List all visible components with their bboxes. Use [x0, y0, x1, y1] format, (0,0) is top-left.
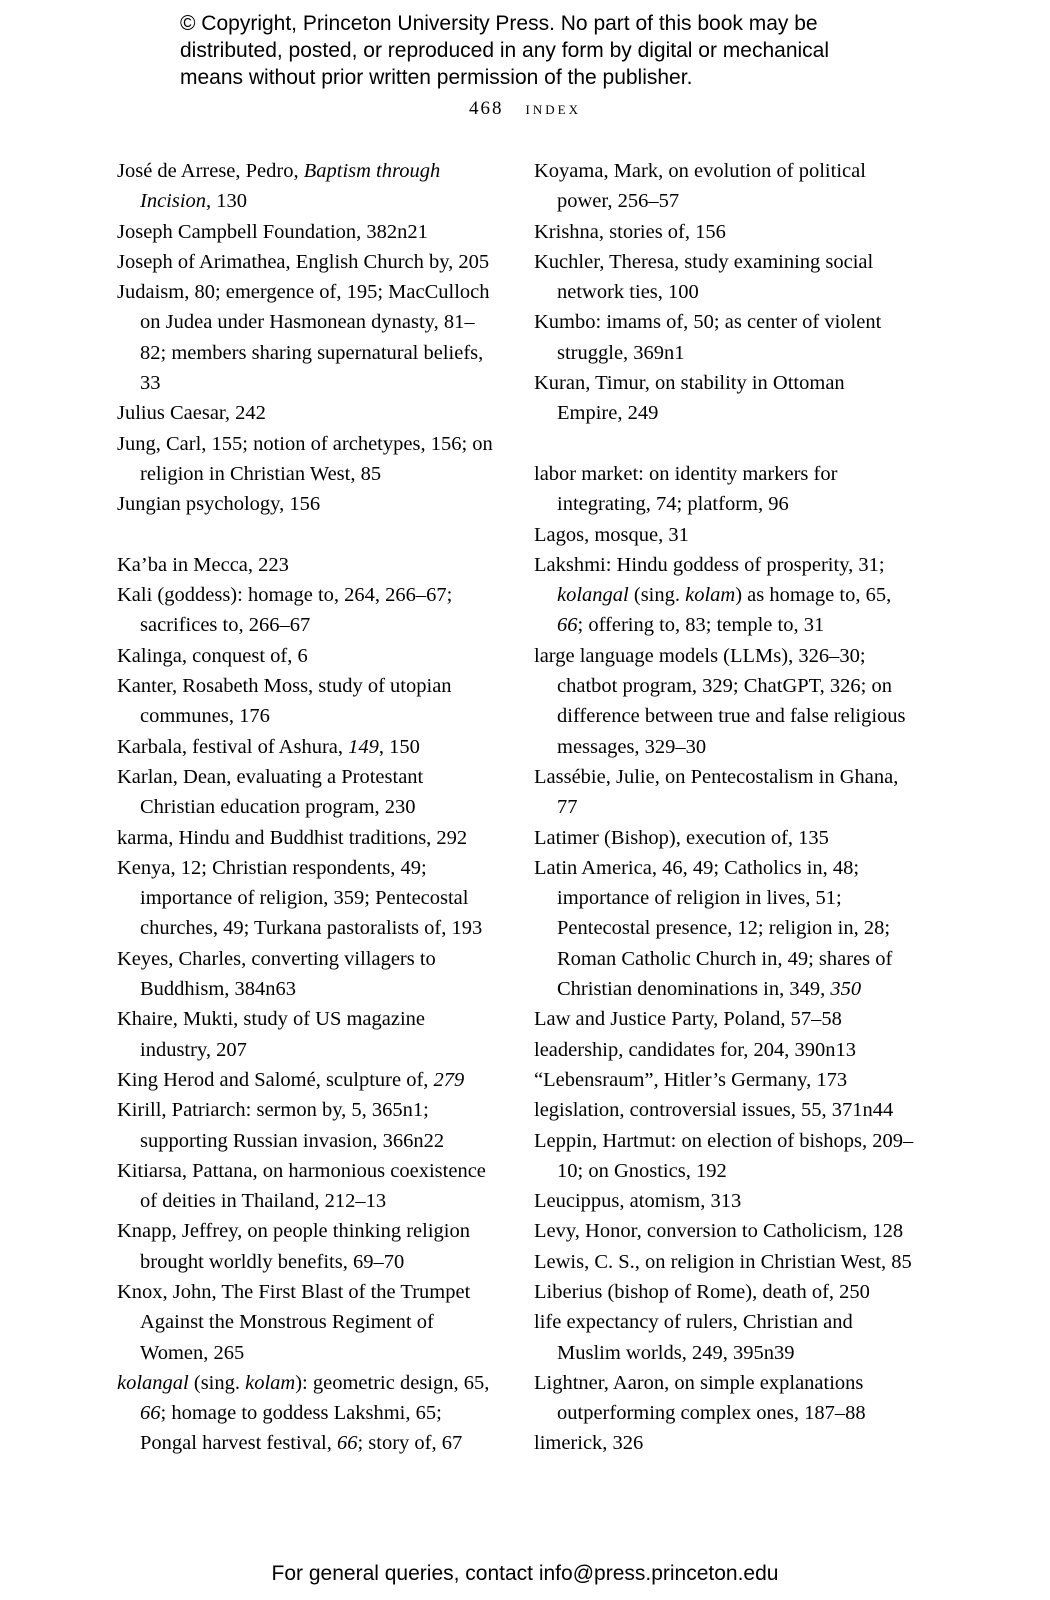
running-header: [0, 98, 1050, 120]
index-entry: Judaism, 80; emergence of, 195; MacCulloch on Judea under Hasmonean dynasty, 81–82; members sharing supernatural beliefs, 33: [117, 281, 490, 395]
index-entry: Kumbo: imams of, 50; as center of violent struggle, 369n1: [534, 311, 882, 364]
index-entry: Latin America, 46, 49; Catholics in, 48; importance of religion in lives, 51; Pentecostal presence, 12; religion in, 28; Roman Catholic Church in, 49; shares of Christian denominations in, 349, 350: [534, 856, 893, 1001]
index-entry: Leucippus, atomism, 313: [534, 1190, 742, 1213]
index-entry: Lakshmi: Hindu goddess of prosperity, 31; kolangal (sing. kolam) as homage to, 65, 66; offering to, 83; temple to, 31: [534, 553, 892, 637]
index-column-left: [117, 156, 497, 1459]
index-entry: Knox, John, The First Blast of the Trumpet Against the Monstrous Regiment of Women, 265: [117, 1280, 471, 1364]
index-entry: limerick, 326: [534, 1432, 644, 1455]
section-gap: [117, 520, 497, 550]
index-entry: Lightner, Aaron, on simple explanations outperforming complex ones, 187–88: [534, 1371, 866, 1425]
index-entry: Leppin, Hartmut: on election of bishops, 209–10; on Gnostics, 192: [534, 1129, 914, 1182]
index-entry: Latimer (Bishop), execution of, 135: [534, 826, 829, 849]
footer-contact: For general queries, contact info@press.princeton.edu: [271, 1562, 779, 1585]
copyright-line: means without prior written permission of the publisher.: [180, 66, 693, 89]
index-entry: leadership, candidates for, 204, 390n13: [534, 1038, 856, 1061]
index-entry: Knapp, Jeffrey, on people thinking religion brought worldly benefits, 69–70: [117, 1220, 470, 1273]
index-entry: legislation, controversial issues, 55, 371n44: [534, 1099, 894, 1122]
index-entry: José de Arrese, Pedro, Baptism through Incision, 130: [117, 160, 441, 213]
index-entry: Jungian psychology, 156: [117, 493, 321, 516]
index-entry: kolangal (sing. kolam): geometric design, 65, 66; homage to goddess Lakshmi, 65; Pongal harvest festival, 66; story of, 67: [117, 1371, 490, 1455]
index-entry: labor market: on identity markers for integrating, 74; platform, 96: [534, 462, 838, 516]
index-entry: Lassébie, Julie, on Pentecostalism in Ghana, 77: [534, 765, 899, 819]
index-entry: Kalinga, conquest of, 6: [117, 644, 308, 667]
index-entry: Kirill, Patriarch: sermon by, 5, 365n1; supporting Russian invasion, 366n22: [117, 1099, 445, 1152]
copyright-line: distributed, posted, or reproduced in any form by digital or mechanical: [180, 39, 830, 62]
index-entry: Lewis, C. S., on religion in Christian West, 85: [534, 1250, 912, 1273]
index-entry: Karlan, Dean, evaluating a Protestant Christian education program, 230: [117, 765, 424, 819]
index-entry: Ka’ba in Mecca, 223: [117, 553, 289, 576]
index-entry: Kenya, 12; Christian respondents, 49; importance of religion, 359; Pentecostal churches, 49; Turkana pastoralists of, 193: [117, 856, 483, 940]
index-entry: Julius Caesar, 242: [117, 402, 266, 425]
index-entry: Joseph of Arimathea, English Church by, 205: [117, 250, 490, 273]
index-entry: Levy, Honor, conversion to Catholicism, 128: [534, 1220, 904, 1243]
index-entry: Jung, Carl, 155; notion of archetypes, 156; on religion in Christian West, 85: [117, 432, 493, 485]
index-entry: Karbala, festival of Ashura, 149, 150: [117, 735, 420, 758]
index-entry: King Herod and Salomé, sculpture of, 279: [117, 1068, 465, 1091]
index-entry: Kuchler, Theresa, study examining social network ties, 100: [534, 250, 874, 304]
index-entry: Lagos, mosque, 31: [534, 523, 689, 546]
copyright-line: © Copyright, Princeton University Press. No part of this book may be: [180, 12, 818, 35]
index-entry: Koyama, Mark, on evolution of political power, 256–57: [534, 160, 866, 213]
index-entry: Joseph Campbell Foundation, 382n21: [117, 220, 428, 243]
section-title: index: [525, 98, 581, 119]
index-entry: “Lebensraum”, Hitler’s Germany, 173: [534, 1068, 848, 1091]
index-entry: Law and Justice Party, Poland, 57–58: [534, 1008, 842, 1031]
section-gap: [534, 429, 914, 459]
index-entry: Liberius (bishop of Rome), death of, 250: [534, 1280, 870, 1303]
index-entry: Krishna, stories of, 156: [534, 220, 726, 243]
index-entry: Khaire, Mukti, study of US magazine industry, 207: [117, 1008, 426, 1061]
index-entry: Kuran, Timur, on stability in Ottoman Empire, 249: [534, 372, 845, 425]
copyright-notice: [180, 10, 940, 91]
index-entry: Kali (goddess): homage to, 264, 266–67; sacrifices to, 266–67: [117, 584, 453, 637]
index-entry: karma, Hindu and Buddhist traditions, 292: [117, 826, 468, 849]
index-entry: Kanter, Rosabeth Moss, study of utopian communes, 176: [117, 675, 452, 728]
index-entry: life expectancy of rulers, Christian and Muslim worlds, 249, 395n39: [534, 1311, 853, 1364]
index-entry: Keyes, Charles, converting villagers to Buddhism, 384n63: [117, 947, 436, 1001]
index-entry: large language models (LLMs), 326–30; chatbot program, 329; ChatGPT, 326; on difference between true and false religious messages, 329–30: [534, 644, 906, 758]
index-entry: Kitiarsa, Pattana, on harmonious coexistence of deities in Thailand, 212–13: [117, 1159, 486, 1213]
page-number: 468: [469, 98, 504, 119]
index-column-right: [534, 156, 914, 1459]
